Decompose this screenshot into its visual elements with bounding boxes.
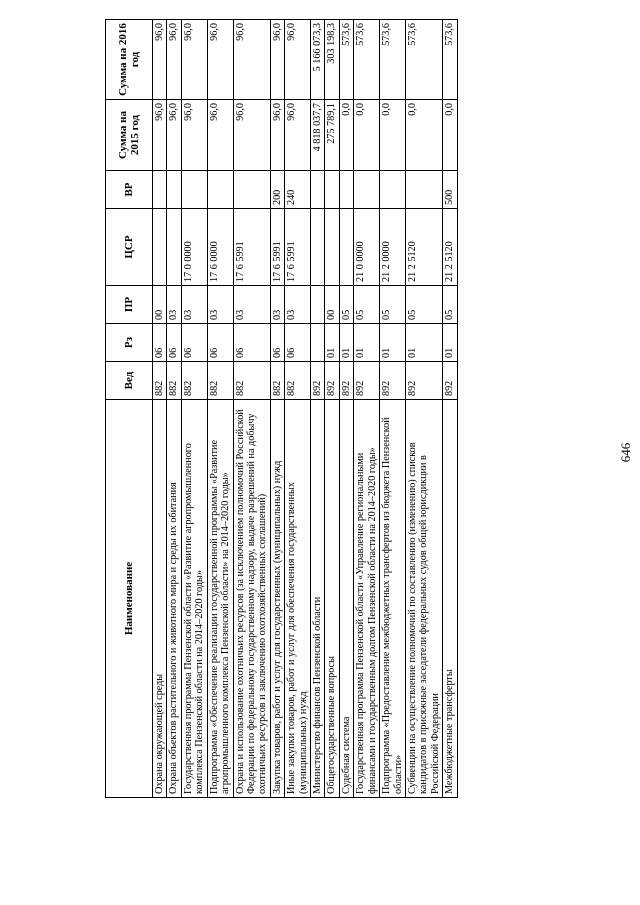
table-row (167, 20, 181, 798)
cell-vr (167, 171, 181, 209)
cell-csr: 17 6 5991 (285, 209, 311, 286)
cell-sum-2016: 573,6 (443, 20, 457, 100)
cell-sum-2016: 5 166 073,3 (311, 20, 325, 100)
cell-ved: 892 (339, 362, 353, 400)
cell-pr: 05 (443, 286, 457, 324)
cell-ved: 882 (270, 362, 284, 400)
cell-name: Охрана окружающей среды (153, 400, 167, 798)
budget-table (105, 19, 458, 798)
cell-sum-2016: 573,6 (380, 20, 406, 100)
cell-csr (153, 209, 167, 286)
header-sum-2015: Сумма на 2015 год (106, 100, 153, 171)
cell-vr (311, 171, 325, 209)
cell-sum-2016: 573,6 (354, 20, 380, 100)
cell-vr (153, 171, 167, 209)
table-row (285, 20, 311, 798)
cell-pr: 05 (339, 286, 353, 324)
cell-pr: 05 (380, 286, 406, 324)
cell-pr: 00 (153, 286, 167, 324)
cell-pr (311, 286, 325, 324)
cell-csr: 21 2 0000 (380, 209, 406, 286)
cell-name: Судебная система (339, 400, 353, 798)
cell-sum-2015: 0,0 (354, 100, 380, 171)
cell-vr (207, 171, 233, 209)
cell-sum-2015: 4 818 037,7 (311, 100, 325, 171)
cell-ved: 882 (181, 362, 207, 400)
cell-ved: 882 (167, 362, 181, 400)
cell-sum-2016: 303 198,3 (325, 20, 339, 100)
cell-csr: 17 6 5991 (270, 209, 284, 286)
cell-name: Межбюджетные трансферты (443, 400, 457, 798)
cell-sum-2016: 96,0 (167, 20, 181, 100)
cell-csr: 17 0 0000 (181, 209, 207, 286)
cell-rz: 01 (380, 324, 406, 362)
table-row (325, 20, 339, 798)
cell-vr (339, 171, 353, 209)
cell-vr (406, 171, 443, 209)
cell-ved: 882 (207, 362, 233, 400)
cell-rz: 06 (270, 324, 284, 362)
cell-sum-2015: 0,0 (380, 100, 406, 171)
cell-name: Общегосударственные вопросы (325, 400, 339, 798)
cell-vr: 240 (285, 171, 311, 209)
cell-name: Подпрограмма «Предоставление межбюджетных трансфертов из бюджета Пензенской области» (380, 400, 406, 798)
table-header-row (106, 20, 153, 798)
header-pr: ПР (106, 286, 153, 324)
table-row (443, 20, 457, 798)
cell-name: Министерство финансов Пензенской области (311, 400, 325, 798)
table-row (354, 20, 380, 798)
table-row (181, 20, 207, 798)
cell-sum-2016: 96,0 (233, 20, 270, 100)
cell-name: Иные закупки товаров, работ и услуг для обеспечения государственных (муниципальных) нужд (285, 400, 311, 798)
table-body (153, 20, 458, 798)
cell-sum-2015: 96,0 (207, 100, 233, 171)
cell-sum-2016: 96,0 (207, 20, 233, 100)
cell-ved: 892 (354, 362, 380, 400)
cell-vr: 500 (443, 171, 457, 209)
cell-rz (311, 324, 325, 362)
cell-vr (380, 171, 406, 209)
cell-sum-2015: 96,0 (285, 100, 311, 171)
cell-name: Государственная программа Пензенской области «Развитие агропромышленного комплекса Пензенской области на 2014–2020 годы» (181, 400, 207, 798)
cell-pr: 03 (285, 286, 311, 324)
table-row (380, 20, 406, 798)
cell-ved: 892 (406, 362, 443, 400)
cell-csr: 17 6 5991 (233, 209, 270, 286)
cell-pr: 03 (167, 286, 181, 324)
cell-name: Охрана объектов растительного и животного мира и среды их обитания (167, 400, 181, 798)
cell-csr: 17 6 0000 (207, 209, 233, 286)
cell-pr: 03 (270, 286, 284, 324)
cell-rz: 01 (354, 324, 380, 362)
cell-sum-2015: 0,0 (406, 100, 443, 171)
cell-sum-2016: 573,6 (406, 20, 443, 100)
table-row (207, 20, 233, 798)
cell-name: Подпрограмма «Обеспечение реализации государственной программы «Развитие агропромышленного комплекса Пензенской области» на 2014–2020 годы» (207, 400, 233, 798)
cell-sum-2015: 96,0 (167, 100, 181, 171)
cell-sum-2016: 96,0 (181, 20, 207, 100)
cell-csr (339, 209, 353, 286)
cell-pr: 03 (181, 286, 207, 324)
cell-sum-2015: 96,0 (181, 100, 207, 171)
cell-sum-2015: 275 789,1 (325, 100, 339, 171)
cell-name: Охрана и использование охотничьих ресурсов (за исключением полномочий Российской Федерации по федеральному государственному надзору, выдаче разрешений на добычу охотничьих ресурсов и заключению охотхозяйственных соглашений) (233, 400, 270, 798)
cell-ved: 892 (325, 362, 339, 400)
header-vr: ВР (106, 171, 153, 209)
cell-pr: 03 (207, 286, 233, 324)
cell-rz: 01 (406, 324, 443, 362)
cell-ved: 892 (380, 362, 406, 400)
cell-rz: 06 (207, 324, 233, 362)
header-rz: Рз (106, 324, 153, 362)
table-row (311, 20, 325, 798)
table-row (339, 20, 353, 798)
cell-sum-2015: 96,0 (270, 100, 284, 171)
table-row (233, 20, 270, 798)
cell-sum-2016: 573,6 (339, 20, 353, 100)
table-row (153, 20, 167, 798)
header-csr: ЦСР (106, 209, 153, 286)
cell-csr: 21 2 5120 (406, 209, 443, 286)
cell-ved: 892 (311, 362, 325, 400)
table-row (270, 20, 284, 798)
cell-csr: 21 2 5120 (443, 209, 457, 286)
cell-rz: 01 (325, 324, 339, 362)
cell-csr (167, 209, 181, 286)
cell-name: Государственная программа Пензенской области «Управление региональными финансами и государственным долгом Пензенской области на 2014–2020 годы» (354, 400, 380, 798)
cell-sum-2016: 96,0 (270, 20, 284, 100)
cell-name: Закупка товаров, работ и услуг для государственных (муниципальных) нужд (270, 400, 284, 798)
cell-rz: 01 (339, 324, 353, 362)
cell-sum-2015: 96,0 (233, 100, 270, 171)
cell-csr (311, 209, 325, 286)
cell-ved: 882 (233, 362, 270, 400)
cell-vr: 200 (270, 171, 284, 209)
cell-vr (325, 171, 339, 209)
cell-name: Субвенции на осуществление полномочий по составлению (изменению) списков кандидатов в присяжные заседатели федеральных судов общей юрисдикции в Российской Федерации (406, 400, 443, 798)
cell-sum-2015: 0,0 (443, 100, 457, 171)
header-name: Наименование (106, 400, 153, 798)
cell-sum-2015: 96,0 (153, 100, 167, 171)
cell-vr (233, 171, 270, 209)
page-number: 646 (618, 442, 633, 463)
cell-vr (354, 171, 380, 209)
cell-sum-2016: 96,0 (153, 20, 167, 100)
cell-pr: 05 (354, 286, 380, 324)
cell-pr: 00 (325, 286, 339, 324)
cell-pr: 05 (406, 286, 443, 324)
cell-ved: 892 (443, 362, 457, 400)
cell-sum-2015: 0,0 (339, 100, 353, 171)
table-row (406, 20, 443, 798)
cell-csr: 21 0 0000 (354, 209, 380, 286)
cell-ved: 882 (285, 362, 311, 400)
cell-rz: 06 (285, 324, 311, 362)
header-sum-2016: Сумма на 2016 год (106, 20, 153, 100)
cell-pr: 03 (233, 286, 270, 324)
cell-rz: 06 (233, 324, 270, 362)
cell-rz: 06 (167, 324, 181, 362)
cell-csr (325, 209, 339, 286)
header-ved: Вед (106, 362, 153, 400)
cell-rz: 06 (181, 324, 207, 362)
cell-rz: 06 (153, 324, 167, 362)
cell-rz: 01 (443, 324, 457, 362)
cell-vr (181, 171, 207, 209)
cell-sum-2016: 96,0 (285, 20, 311, 100)
cell-ved: 882 (153, 362, 167, 400)
